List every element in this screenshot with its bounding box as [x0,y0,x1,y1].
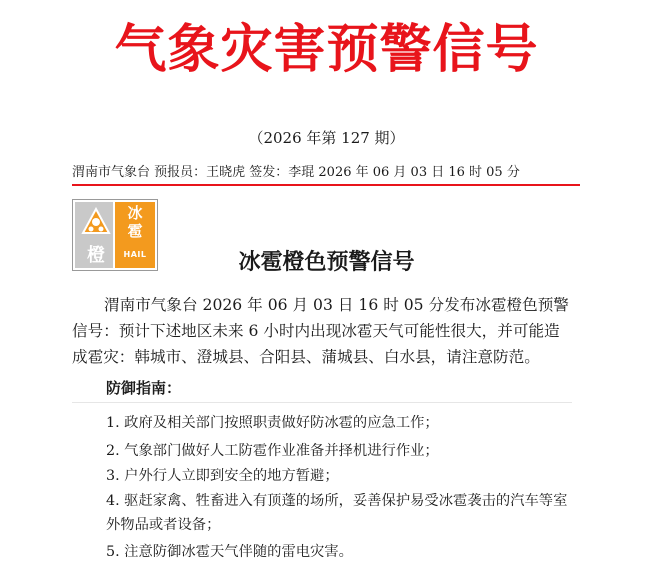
red-divider [72,184,580,186]
badge-type-english: HAIL [123,250,147,259]
hail-warning-icon [81,207,111,241]
document-title: 气象灾害预警信号 [114,19,539,80]
warning-paragraph [72,292,572,370]
badge-type-char-1: 冰 [127,204,143,222]
warning-title: 冰雹橙色预警信号 [238,250,415,275]
guide-item: 4. 驱赶家禽、牲畜进入有顶蓬的场所，妥善保护易受冰雹袭击的汽车等室外物品或者设备； [106,493,568,533]
guide-item: 2. 气象部门做好人工防雹作业准备并择机进行作业； [106,443,439,459]
issue-number: （2026 年第 127 期） [248,129,405,147]
light-divider [72,402,572,403]
warning-paragraph-text: 渭南市气象台 2026 年 06 月 03 日 16 时 05 分发布冰雹橙色预警信号：预计下述地区未来 6 小时内出现冰雹天气可能性很大，并可能造成雹灾：韩城市、澄城县、合阳县、蒲城县、白水县，请注意防范。 [72,296,569,366]
badge-type-char-2: 雹 [127,222,143,240]
guide-item: 5. 注意防御冰雹天气伴随的雷电灾害。 [106,544,353,560]
guide-item: 1. 政府及相关部门按照职责做好防冰雹的应急工作； [106,415,439,431]
issuer-line: 渭南市气象台 预报员：王晓虎 签发：李琨 2026 年 06 月 03 日 16 时 05 分 [72,165,520,180]
badge-type-label [115,202,155,240]
guide-heading: 防御指南： [106,379,182,397]
badge-level-label: 橙 [87,245,105,266]
guide-item: 3. 户外行人立即到安全的地方暂避； [106,468,339,484]
